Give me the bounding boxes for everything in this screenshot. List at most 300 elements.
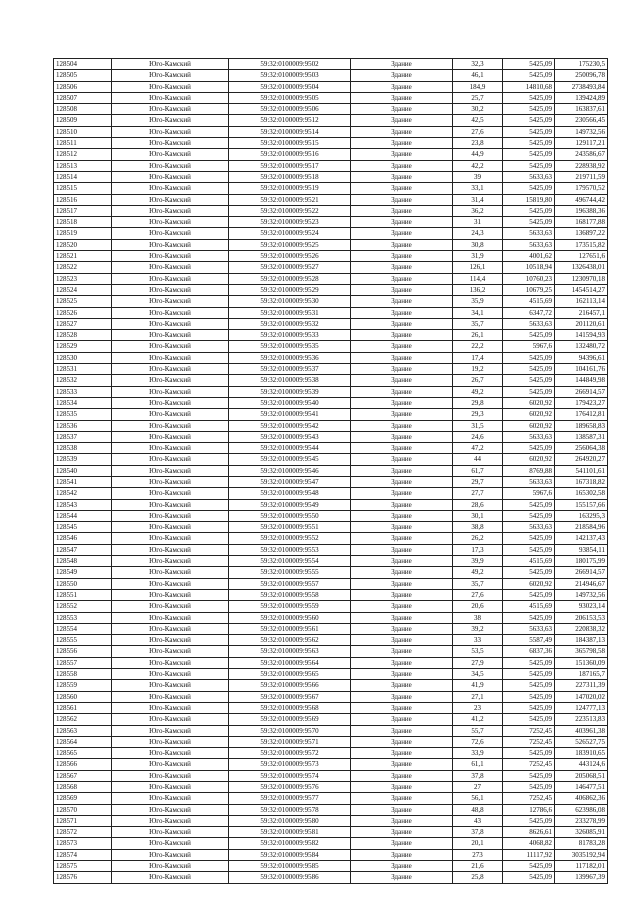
- row-id-cell: 128548: [54, 556, 112, 567]
- cadastral-value-cell: 365798,58: [555, 646, 608, 657]
- unit-value-cell: 5425,09: [503, 59, 555, 70]
- unit-value-cell: 5425,09: [503, 115, 555, 126]
- unit-value-cell: 5633,63: [503, 228, 555, 239]
- table-row: [54, 318, 608, 329]
- cadastral-value-cell: 230566,45: [555, 115, 608, 126]
- cadastral-value-cell: 165302,58: [555, 488, 608, 499]
- district-cell: Юго-Камский: [112, 861, 229, 872]
- unit-value-cell: 7252,45: [503, 759, 555, 770]
- row-id-cell: 128575: [54, 861, 112, 872]
- cadastral-value-cell: 168177,88: [555, 217, 608, 228]
- object-type-cell: Здание: [351, 397, 453, 408]
- row-id-cell: 128517: [54, 205, 112, 216]
- table-row: [54, 533, 608, 544]
- unit-value-cell: 4515,69: [503, 556, 555, 567]
- area-cell: 49,2: [453, 386, 503, 397]
- cadastral-value-cell: 139967,39: [555, 872, 608, 883]
- cadastral-value-cell: 264920,27: [555, 454, 608, 465]
- cadastral-number-cell: 59:32:0100009:9514: [229, 126, 351, 137]
- district-cell: Юго-Камский: [112, 239, 229, 250]
- cadastral-value-cell: 526527,75: [555, 736, 608, 747]
- table-row: [54, 296, 608, 307]
- table-row: [54, 194, 608, 205]
- cadastral-value-cell: 233278,99: [555, 815, 608, 826]
- district-cell: Юго-Камский: [112, 465, 229, 476]
- row-id-cell: 128536: [54, 420, 112, 431]
- row-id-cell: 128511: [54, 138, 112, 149]
- district-cell: Юго-Камский: [112, 443, 229, 454]
- area-cell: 23: [453, 702, 503, 713]
- area-cell: 37,8: [453, 827, 503, 838]
- row-id-cell: 128518: [54, 217, 112, 228]
- district-cell: Юго-Камский: [112, 522, 229, 533]
- object-type-cell: Здание: [351, 239, 453, 250]
- area-cell: 273: [453, 849, 503, 860]
- object-type-cell: Здание: [351, 544, 453, 555]
- table-row: [54, 138, 608, 149]
- row-id-cell: 128535: [54, 409, 112, 420]
- cadastral-number-cell: 59:32:0100009:9515: [229, 138, 351, 149]
- object-type-cell: Здание: [351, 296, 453, 307]
- cadastral-number-cell: 59:32:0100009:9552: [229, 533, 351, 544]
- cadastral-value-cell: 138587,31: [555, 431, 608, 442]
- object-type-cell: Здание: [351, 861, 453, 872]
- unit-value-cell: 14810,68: [503, 81, 555, 92]
- object-type-cell: Здание: [351, 126, 453, 137]
- cadastral-value-cell: 326085,91: [555, 827, 608, 838]
- area-cell: 44: [453, 454, 503, 465]
- area-cell: 27: [453, 782, 503, 793]
- object-type-cell: Здание: [351, 454, 453, 465]
- unit-value-cell: 6020,92: [503, 420, 555, 431]
- table-row: [54, 544, 608, 555]
- cadastral-value-cell: 175230,5: [555, 59, 608, 70]
- table-row: [54, 714, 608, 725]
- cadastral-value-cell: 94396,61: [555, 352, 608, 363]
- object-type-cell: Здание: [351, 759, 453, 770]
- cadastral-number-cell: 59:32:0100009:9522: [229, 205, 351, 216]
- unit-value-cell: 5967,6: [503, 341, 555, 352]
- row-id-cell: 128521: [54, 251, 112, 262]
- district-cell: Юго-Камский: [112, 702, 229, 713]
- area-cell: 26,2: [453, 533, 503, 544]
- cadastral-value-cell: 214946,67: [555, 578, 608, 589]
- row-id-cell: 128538: [54, 443, 112, 454]
- unit-value-cell: 5425,09: [503, 567, 555, 578]
- cadastral-value-cell: 250096,78: [555, 70, 608, 81]
- table-row: [54, 126, 608, 137]
- object-type-cell: Здание: [351, 386, 453, 397]
- cadastral-number-cell: 59:32:0100009:9529: [229, 284, 351, 295]
- area-cell: 24,3: [453, 228, 503, 239]
- area-cell: 35,7: [453, 318, 503, 329]
- district-cell: Юго-Камский: [112, 849, 229, 860]
- unit-value-cell: 12786,6: [503, 804, 555, 815]
- object-type-cell: Здание: [351, 273, 453, 284]
- table-row: [54, 702, 608, 713]
- district-cell: Юго-Камский: [112, 386, 229, 397]
- cadastral-number-cell: 59:32:0100009:9585: [229, 861, 351, 872]
- object-type-cell: Здание: [351, 872, 453, 883]
- area-cell: 72,6: [453, 736, 503, 747]
- area-cell: 21,6: [453, 861, 503, 872]
- area-cell: 29,3: [453, 409, 503, 420]
- cadastral-number-cell: 59:32:0100009:9535: [229, 341, 351, 352]
- table-row: [54, 115, 608, 126]
- cadastral-number-cell: 59:32:0100009:9558: [229, 589, 351, 600]
- cadastral-number-cell: 59:32:0100009:9502: [229, 59, 351, 70]
- cadastral-number-cell: 59:32:0100009:9506: [229, 104, 351, 115]
- table-row: [54, 488, 608, 499]
- area-cell: 39: [453, 171, 503, 182]
- table-row: [54, 770, 608, 781]
- area-cell: 37,8: [453, 770, 503, 781]
- cadastral-value-cell: 243586,67: [555, 149, 608, 160]
- unit-value-cell: 5425,09: [503, 533, 555, 544]
- area-cell: 136,2: [453, 284, 503, 295]
- table-row: [54, 443, 608, 454]
- district-cell: Юго-Камский: [112, 262, 229, 273]
- row-id-cell: 128555: [54, 635, 112, 646]
- unit-value-cell: 5587,49: [503, 635, 555, 646]
- unit-value-cell: 6347,72: [503, 307, 555, 318]
- object-type-cell: Здание: [351, 646, 453, 657]
- object-type-cell: Здание: [351, 838, 453, 849]
- district-cell: Юго-Камский: [112, 104, 229, 115]
- table-row: [54, 827, 608, 838]
- object-type-cell: Здание: [351, 251, 453, 262]
- cadastral-value-cell: 223513,83: [555, 714, 608, 725]
- table-row: [54, 104, 608, 115]
- area-cell: 56,1: [453, 793, 503, 804]
- cadastral-value-cell: 149732,56: [555, 126, 608, 137]
- row-id-cell: 128568: [54, 782, 112, 793]
- table-row: [54, 228, 608, 239]
- object-type-cell: Здание: [351, 702, 453, 713]
- unit-value-cell: 5425,09: [503, 70, 555, 81]
- cadastral-number-cell: 59:32:0100009:9530: [229, 296, 351, 307]
- district-cell: Юго-Камский: [112, 556, 229, 567]
- cadastral-number-cell: 59:32:0100009:9519: [229, 183, 351, 194]
- cadastral-number-cell: 59:32:0100009:9555: [229, 567, 351, 578]
- area-cell: 48,8: [453, 804, 503, 815]
- unit-value-cell: 8769,88: [503, 465, 555, 476]
- cadastral-value-cell: 136897,22: [555, 228, 608, 239]
- district-cell: Юго-Камский: [112, 725, 229, 736]
- row-id-cell: 128571: [54, 815, 112, 826]
- area-cell: 47,2: [453, 443, 503, 454]
- table-row: [54, 431, 608, 442]
- row-id-cell: 128531: [54, 364, 112, 375]
- district-cell: Юго-Камский: [112, 149, 229, 160]
- table-row: [54, 782, 608, 793]
- area-cell: 38,8: [453, 522, 503, 533]
- object-type-cell: Здание: [351, 782, 453, 793]
- district-cell: Юго-Камский: [112, 589, 229, 600]
- table-row: [54, 465, 608, 476]
- cadastral-number-cell: 59:32:0100009:9544: [229, 443, 351, 454]
- row-id-cell: 128576: [54, 872, 112, 883]
- table-row: [54, 838, 608, 849]
- area-cell: 38: [453, 612, 503, 623]
- object-type-cell: Здание: [351, 284, 453, 295]
- row-id-cell: 128566: [54, 759, 112, 770]
- area-cell: 32,3: [453, 59, 503, 70]
- table-row: [54, 81, 608, 92]
- area-cell: 23,8: [453, 138, 503, 149]
- object-type-cell: Здание: [351, 364, 453, 375]
- unit-value-cell: 5425,09: [503, 160, 555, 171]
- row-id-cell: 128567: [54, 770, 112, 781]
- object-type-cell: Здание: [351, 104, 453, 115]
- cadastral-value-cell: 187165,7: [555, 669, 608, 680]
- row-id-cell: 128541: [54, 476, 112, 487]
- row-id-cell: 128513: [54, 160, 112, 171]
- unit-value-cell: 5425,09: [503, 612, 555, 623]
- area-cell: 44,9: [453, 149, 503, 160]
- area-cell: 35,9: [453, 296, 503, 307]
- cadastral-number-cell: 59:32:0100009:9561: [229, 623, 351, 634]
- area-cell: 27,6: [453, 589, 503, 600]
- unit-value-cell: 6020,92: [503, 578, 555, 589]
- district-cell: Юго-Камский: [112, 691, 229, 702]
- object-type-cell: Здание: [351, 770, 453, 781]
- area-cell: 42,2: [453, 160, 503, 171]
- row-id-cell: 128515: [54, 183, 112, 194]
- object-type-cell: Здание: [351, 680, 453, 691]
- object-type-cell: Здание: [351, 669, 453, 680]
- table-row: [54, 307, 608, 318]
- area-cell: 17,4: [453, 352, 503, 363]
- area-cell: 30,8: [453, 239, 503, 250]
- cadastral-value-cell: 205068,51: [555, 770, 608, 781]
- row-id-cell: 128572: [54, 827, 112, 838]
- area-cell: 39,2: [453, 623, 503, 634]
- unit-value-cell: 5425,09: [503, 544, 555, 555]
- row-id-cell: 128528: [54, 330, 112, 341]
- cadastral-number-cell: 59:32:0100009:9543: [229, 431, 351, 442]
- district-cell: Юго-Камский: [112, 601, 229, 612]
- table-row: [54, 556, 608, 567]
- area-cell: 17,3: [453, 544, 503, 555]
- cadastral-number-cell: 59:32:0100009:9516: [229, 149, 351, 160]
- unit-value-cell: 5425,09: [503, 770, 555, 781]
- cadastral-number-cell: 59:32:0100009:9546: [229, 465, 351, 476]
- table-row: [54, 759, 608, 770]
- object-type-cell: Здание: [351, 578, 453, 589]
- district-cell: Юго-Камский: [112, 510, 229, 521]
- district-cell: Юго-Камский: [112, 284, 229, 295]
- area-cell: 41,9: [453, 680, 503, 691]
- cadastral-value-cell: 104161,76: [555, 364, 608, 375]
- cadastral-number-cell: 59:32:0100009:9560: [229, 612, 351, 623]
- object-type-cell: Здание: [351, 488, 453, 499]
- cadastral-value-cell: 2738493,84: [555, 81, 608, 92]
- area-cell: 24,6: [453, 431, 503, 442]
- district-cell: Юго-Камский: [112, 827, 229, 838]
- cadastral-number-cell: 59:32:0100009:9554: [229, 556, 351, 567]
- table-row: [54, 70, 608, 81]
- unit-value-cell: 5425,09: [503, 138, 555, 149]
- row-id-cell: 128522: [54, 262, 112, 273]
- district-cell: Юго-Камский: [112, 409, 229, 420]
- table-row: [54, 748, 608, 759]
- cadastral-value-cell: 167318,82: [555, 476, 608, 487]
- object-type-cell: Здание: [351, 81, 453, 92]
- object-type-cell: Здание: [351, 793, 453, 804]
- cadastral-number-cell: 59:32:0100009:9523: [229, 217, 351, 228]
- district-cell: Юго-Камский: [112, 138, 229, 149]
- district-cell: Юго-Камский: [112, 171, 229, 182]
- cadastral-value-cell: 163295,3: [555, 510, 608, 521]
- unit-value-cell: 5633,63: [503, 522, 555, 533]
- row-id-cell: 128530: [54, 352, 112, 363]
- object-type-cell: Здание: [351, 352, 453, 363]
- area-cell: 31,9: [453, 251, 503, 262]
- cadastral-number-cell: 59:32:0100009:9547: [229, 476, 351, 487]
- table-row: [54, 657, 608, 668]
- unit-value-cell: 5425,09: [503, 183, 555, 194]
- unit-value-cell: 5633,63: [503, 171, 555, 182]
- cadastral-value-cell: 220838,32: [555, 623, 608, 634]
- object-type-cell: Здание: [351, 138, 453, 149]
- row-id-cell: 128523: [54, 273, 112, 284]
- cadastral-value-cell: 406862,36: [555, 793, 608, 804]
- table-row: [54, 92, 608, 103]
- table-row: [54, 567, 608, 578]
- area-cell: 26,1: [453, 330, 503, 341]
- cadastral-number-cell: 59:32:0100009:9504: [229, 81, 351, 92]
- cadastral-value-cell: 129117,21: [555, 138, 608, 149]
- table-row: [54, 612, 608, 623]
- row-id-cell: 128564: [54, 736, 112, 747]
- district-cell: Юго-Камский: [112, 782, 229, 793]
- unit-value-cell: 5967,6: [503, 488, 555, 499]
- row-id-cell: 128505: [54, 70, 112, 81]
- district-cell: Юго-Камский: [112, 623, 229, 634]
- row-id-cell: 128569: [54, 793, 112, 804]
- cadastral-value-cell: 144849,98: [555, 375, 608, 386]
- district-cell: Юго-Камский: [112, 183, 229, 194]
- district-cell: Юго-Камский: [112, 680, 229, 691]
- district-cell: Юго-Камский: [112, 318, 229, 329]
- unit-value-cell: 6020,92: [503, 409, 555, 420]
- object-type-cell: Здание: [351, 714, 453, 725]
- cadastral-value-cell: 218584,96: [555, 522, 608, 533]
- area-cell: 31: [453, 217, 503, 228]
- cadastral-number-cell: 59:32:0100009:9512: [229, 115, 351, 126]
- area-cell: 30,2: [453, 104, 503, 115]
- table-row: [54, 217, 608, 228]
- cadastral-value-cell: 176412,81: [555, 409, 608, 420]
- table-row: [54, 149, 608, 160]
- district-cell: Юго-Камский: [112, 544, 229, 555]
- object-type-cell: Здание: [351, 510, 453, 521]
- cadastral-value-cell: 623986,08: [555, 804, 608, 815]
- unit-value-cell: 5425,09: [503, 782, 555, 793]
- row-id-cell: 128561: [54, 702, 112, 713]
- unit-value-cell: 10760,23: [503, 273, 555, 284]
- area-cell: 33: [453, 635, 503, 646]
- area-cell: 39,9: [453, 556, 503, 567]
- cadastral-value-cell: 1230970,18: [555, 273, 608, 284]
- unit-value-cell: 7252,45: [503, 725, 555, 736]
- row-id-cell: 128560: [54, 691, 112, 702]
- row-id-cell: 128565: [54, 748, 112, 759]
- cadastral-number-cell: 59:32:0100009:9527: [229, 262, 351, 273]
- object-type-cell: Здание: [351, 691, 453, 702]
- table-row: [54, 635, 608, 646]
- unit-value-cell: 5633,63: [503, 431, 555, 442]
- area-cell: 184,9: [453, 81, 503, 92]
- row-id-cell: 128507: [54, 92, 112, 103]
- unit-value-cell: 5633,63: [503, 476, 555, 487]
- row-id-cell: 128556: [54, 646, 112, 657]
- district-cell: Юго-Камский: [112, 92, 229, 103]
- object-type-cell: Здание: [351, 499, 453, 510]
- table-row: [54, 364, 608, 375]
- unit-value-cell: 5425,09: [503, 217, 555, 228]
- area-cell: 27,1: [453, 691, 503, 702]
- table-row: [54, 646, 608, 657]
- table-row: [54, 793, 608, 804]
- unit-value-cell: 5633,63: [503, 239, 555, 250]
- cadastral-number-cell: 59:32:0100009:9564: [229, 657, 351, 668]
- cadastral-value-cell: 266914,57: [555, 567, 608, 578]
- object-type-cell: Здание: [351, 115, 453, 126]
- district-cell: Юго-Камский: [112, 635, 229, 646]
- unit-value-cell: 6837,36: [503, 646, 555, 657]
- table-row: [54, 454, 608, 465]
- object-type-cell: Здание: [351, 70, 453, 81]
- cadastral-number-cell: 59:32:0100009:9553: [229, 544, 351, 555]
- cadastral-number-cell: 59:32:0100009:9578: [229, 804, 351, 815]
- district-cell: Юго-Камский: [112, 804, 229, 815]
- cadastral-value-cell: 117182,01: [555, 861, 608, 872]
- table-row: [54, 872, 608, 883]
- cadastral-number-cell: 59:32:0100009:9517: [229, 160, 351, 171]
- cadastral-value-cell: 256064,38: [555, 443, 608, 454]
- unit-value-cell: 6020,92: [503, 397, 555, 408]
- district-cell: Юго-Камский: [112, 228, 229, 239]
- row-id-cell: 128504: [54, 59, 112, 70]
- cadastral-number-cell: 59:32:0100009:9537: [229, 364, 351, 375]
- object-type-cell: Здание: [351, 194, 453, 205]
- table-row: [54, 420, 608, 431]
- cadastral-value-cell: 141594,93: [555, 330, 608, 341]
- table-row: [54, 669, 608, 680]
- cadastral-number-cell: 59:32:0100009:9549: [229, 499, 351, 510]
- cadastral-value-cell: 183910,65: [555, 748, 608, 759]
- row-id-cell: 128516: [54, 194, 112, 205]
- object-type-cell: Здание: [351, 657, 453, 668]
- object-type-cell: Здание: [351, 567, 453, 578]
- unit-value-cell: 5425,09: [503, 691, 555, 702]
- area-cell: 126,1: [453, 262, 503, 273]
- cadastral-number-cell: 59:32:0100009:9576: [229, 782, 351, 793]
- area-cell: 33,1: [453, 183, 503, 194]
- row-id-cell: 128562: [54, 714, 112, 725]
- data-table: [53, 58, 608, 884]
- cadastral-number-cell: 59:32:0100009:9568: [229, 702, 351, 713]
- unit-value-cell: 5425,09: [503, 126, 555, 137]
- cadastral-value-cell: 124777,13: [555, 702, 608, 713]
- unit-value-cell: 5425,09: [503, 443, 555, 454]
- unit-value-cell: 5425,09: [503, 748, 555, 759]
- object-type-cell: Здание: [351, 409, 453, 420]
- row-id-cell: 128553: [54, 612, 112, 623]
- row-id-cell: 128506: [54, 81, 112, 92]
